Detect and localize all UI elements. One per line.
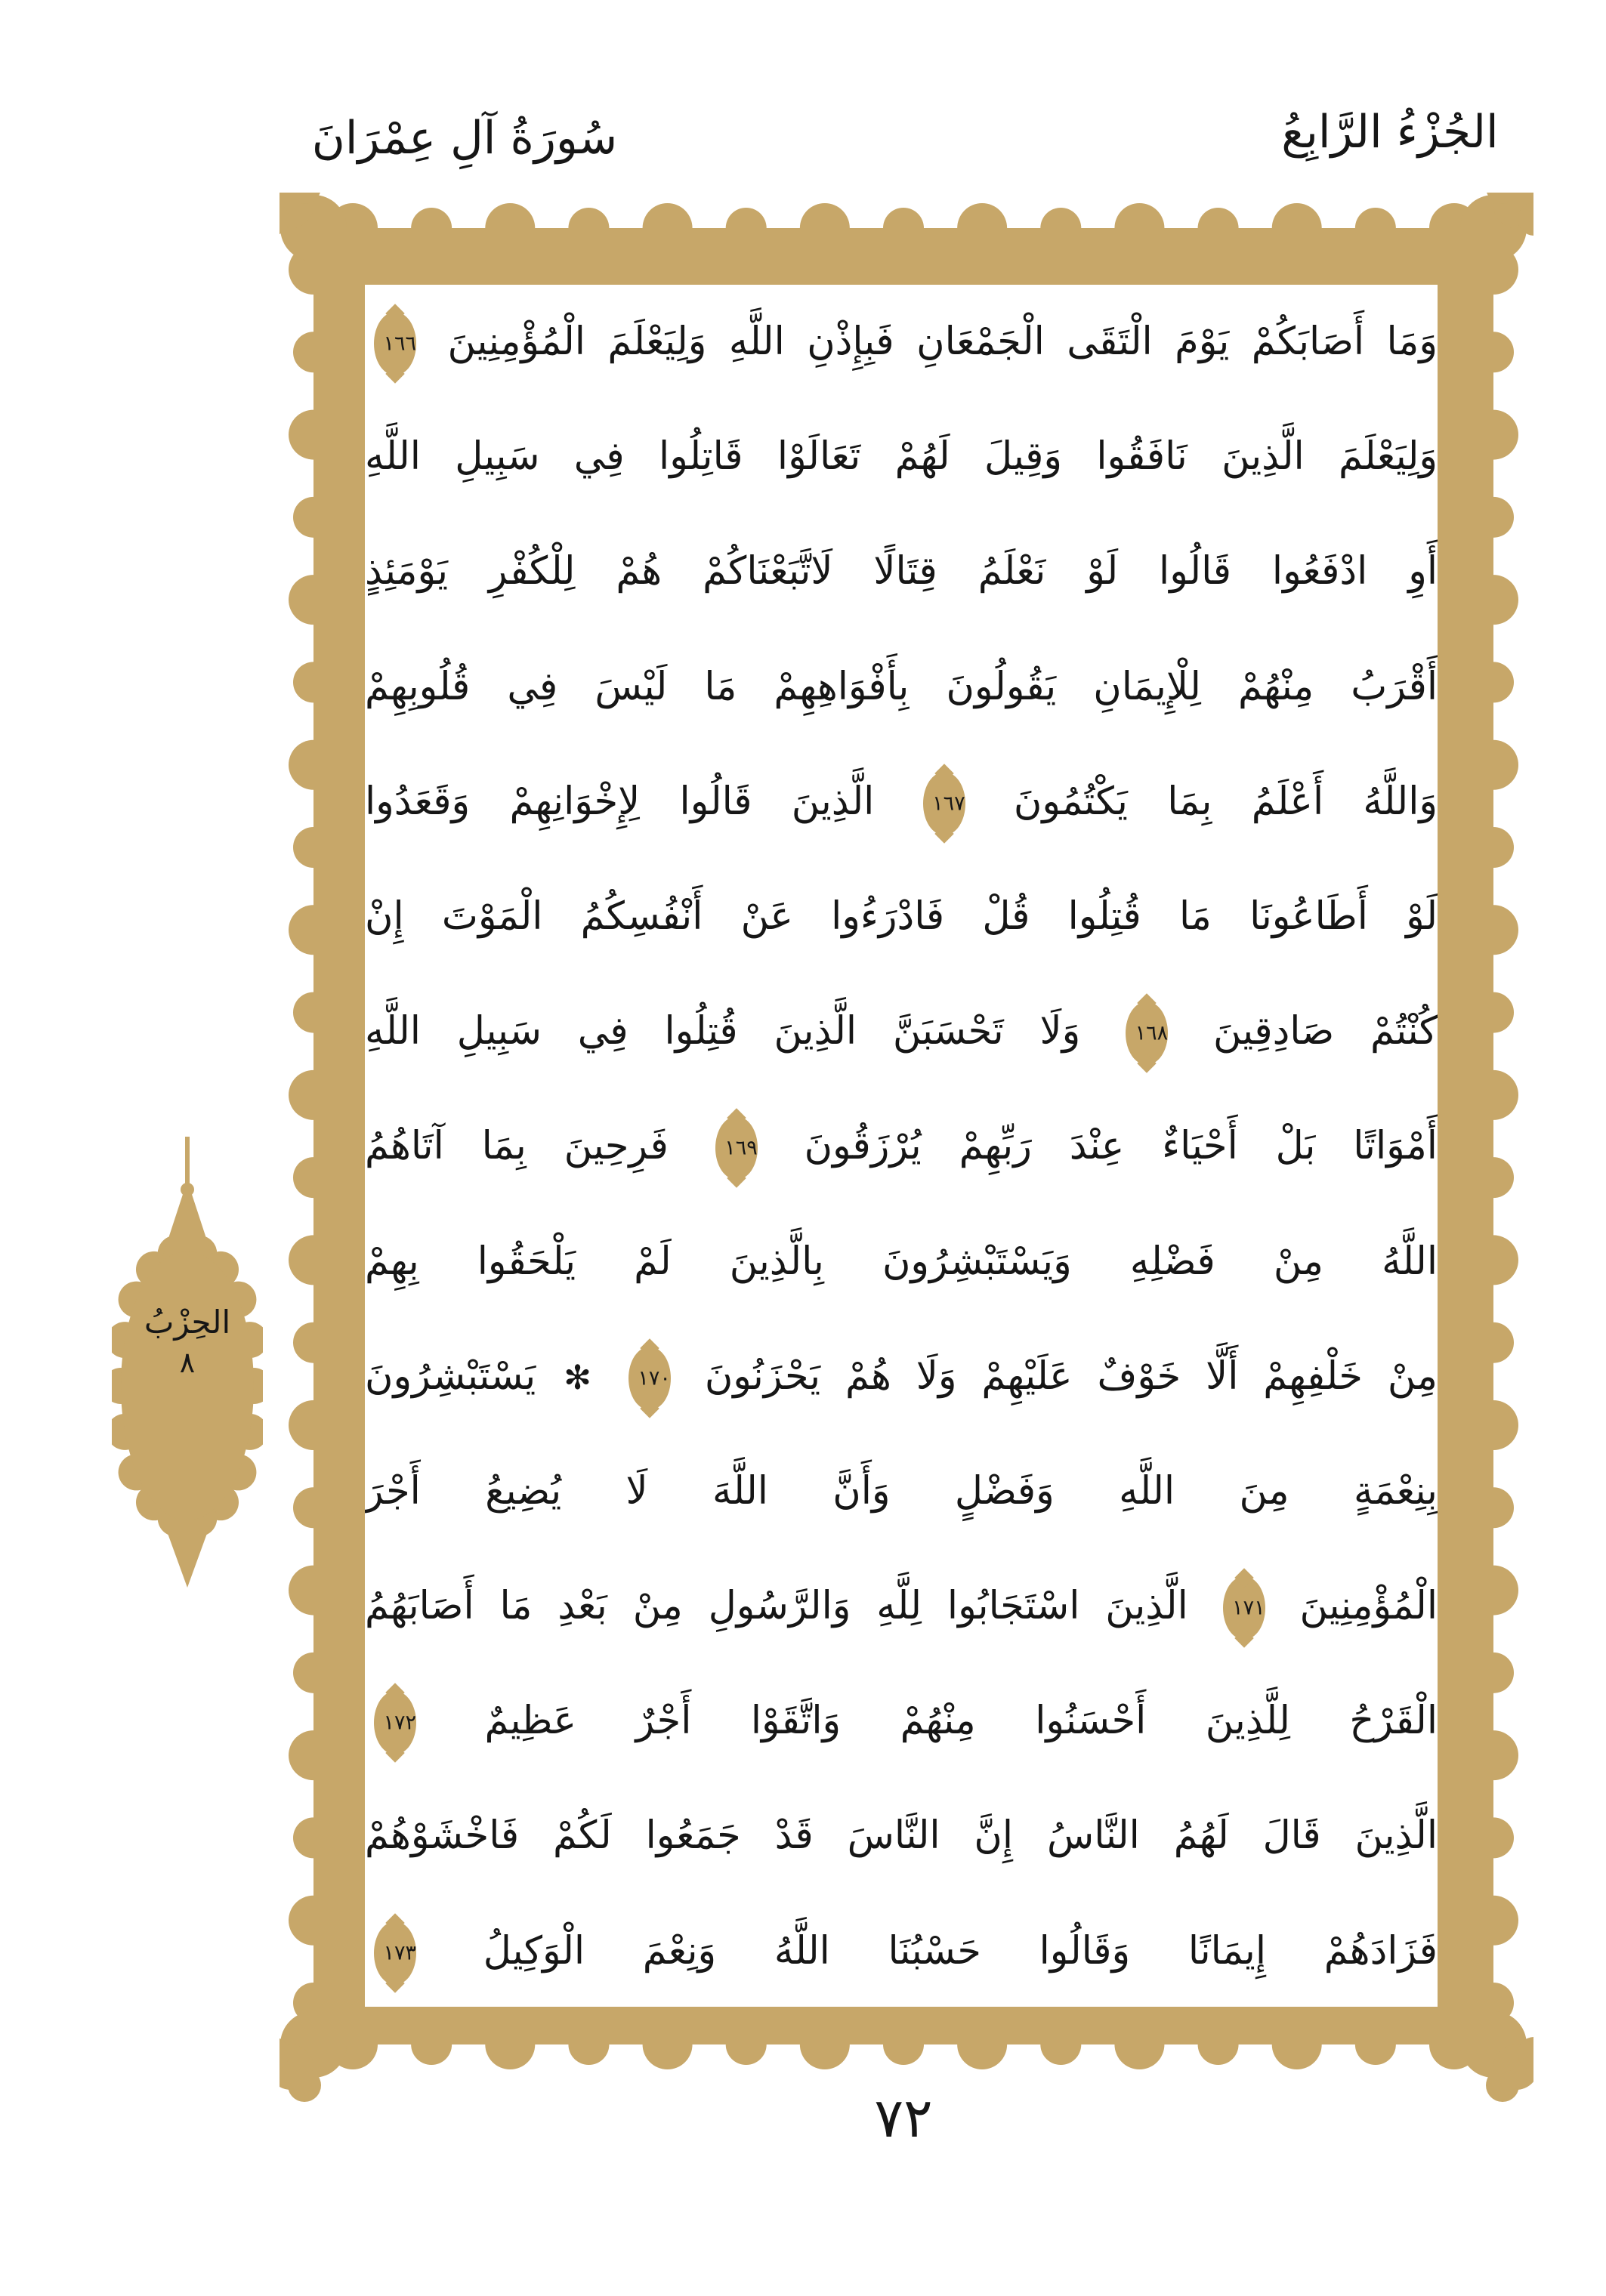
ayah-text: وَمَا أَصَابَكُمْ يَوْمَ الْتَقَى الْجَمْعَانِ فَبِإِذْنِ اللَّهِ وَلِيَعْلَمَ الْمُؤْمِنِينَ (447, 319, 1438, 364)
quran-line (365, 514, 1438, 629)
ayah-text: يَسْتَبْشِرُونَ (365, 1353, 536, 1399)
hizb-stem (185, 1137, 190, 1185)
rub-el-hizb-icon: ✻ (564, 1358, 591, 1397)
quran-line (365, 859, 1438, 974)
ayah-text: وَلَا تَحْسَبَنَّ الَّذِينَ قُتِلُوا فِي سَبِيلِ اللَّهِ (365, 1009, 1081, 1054)
quran-line (365, 1205, 1438, 1319)
juz-title: الجُزْءُ الرَّابِعُ (1281, 106, 1499, 159)
ayah-text: أَمْوَاتًا بَلْ أَحْيَاءٌ عِنْدَ رَبِّهِمْ يُرْزَقُونَ (804, 1124, 1438, 1169)
verse-number: ١٦٨ (1135, 1021, 1169, 1045)
ayah-text: أَقْرَبُ مِنْهُمْ لِلْإِيمَانِ يَقُولُونَ بِأَفْوَاهِهِمْ مَا لَيْسَ فِي قُلُوبِهِمْ (365, 664, 1438, 709)
quran-line (365, 1894, 1438, 2009)
quran-line (365, 1664, 1438, 1779)
ayah-text: الَّذِينَ قَالَ لَهُمُ النَّاسُ إِنَّ النَّاسَ قَدْ جَمَعُوا لَكُمْ فَاخْشَوْهُمْ (365, 1813, 1438, 1859)
ayah-text: وَاللَّهُ أَعْلَمُ بِمَا يَكْتُمُونَ (1013, 779, 1438, 824)
verse-number: ١٦٩ (724, 1136, 758, 1160)
ayah-text: اللَّهُ مِنْ فَضْلِهِ وَيَسْتَبْشِرُونَ بِالَّذِينَ لَمْ يَلْحَقُوا بِهِمْ (365, 1239, 1438, 1284)
verse-number: ١٧٣ (383, 1941, 416, 1965)
quran-line (365, 630, 1438, 745)
verse-number: ١٦٦ (383, 332, 416, 356)
ayah-text: الَّذِينَ قَالُوا لِإِخْوَانِهِمْ وَقَعَدُوا (365, 779, 875, 824)
quran-line (365, 745, 1438, 859)
quran-line (365, 1779, 1438, 1893)
verse-end-marker (374, 1921, 416, 1985)
ayah-text: لَوْ أَطَاعُونَا مَا قُتِلُوا قُلْ فَادْرَءُوا عَنْ أَنْفُسِكُمُ الْمَوْتَ إِنْ (365, 893, 1438, 939)
verse-end-marker (629, 1347, 671, 1410)
verse-number: ١٧٠ (638, 1366, 671, 1390)
surah-title: سُورَةُ آلِ عِمْرَانَ (311, 112, 618, 165)
quran-line (365, 1549, 1438, 1664)
hizb-number: ٨ (179, 1346, 196, 1380)
verse-end-marker (715, 1116, 758, 1180)
quran-text-block (365, 285, 1438, 2009)
ayah-text: فَزَادَهُمْ إِيمَانًا وَقَالُوا حَسْبُنَا اللَّهُ وَنِعْمَ الْوَكِيلُ (483, 1928, 1438, 1974)
quran-line (365, 1319, 1438, 1434)
verse-end-marker (374, 1691, 416, 1754)
ayah-text: فَرِحِينَ بِمَا آتَاهُمُ (365, 1124, 669, 1169)
quran-line (365, 1089, 1438, 1204)
ayah-text: مِنْ خَلْفِهِمْ أَلَّا خَوْفٌ عَلَيْهِمْ وَلَا هُمْ يَحْزَنُونَ (704, 1353, 1438, 1399)
verse-number: ١٦٧ (932, 792, 965, 816)
verse-number: ١٧١ (1232, 1596, 1265, 1620)
quran-line (365, 400, 1438, 514)
verse-end-marker (923, 772, 965, 835)
hizb-marker (112, 1305, 263, 1379)
hizb-label: الحِزْبُ (144, 1304, 231, 1341)
ayah-text: أَوِ ادْفَعُوا قَالُوا لَوْ نَعْلَمُ قِتَالًا لَاتَّبَعْنَاكُمْ هُمْ لِلْكُفْرِ يَوْمَئِذٍ (365, 549, 1438, 594)
ayah-text: بِنِعْمَةٍ مِنَ اللَّهِ وَفَضْلٍ وَأَنَّ اللَّهَ لَا يُضِيعُ أَجْرَ (365, 1468, 1438, 1514)
page-number: ٧٢ (874, 2086, 933, 2149)
verse-number: ١٧٢ (383, 1711, 416, 1735)
ayah-text: وَلِيَعْلَمَ الَّذِينَ نَافَقُوا وَقِيلَ لَهُمْ تَعَالَوْا قَاتِلُوا فِي سَبِيلِ اللَّهِ (365, 434, 1438, 480)
quran-line (365, 1434, 1438, 1549)
ayah-text: كُنْتُمْ صَادِقِينَ (1213, 1009, 1438, 1054)
verse-end-marker (374, 312, 416, 375)
ayah-text: الْقَرْحُ لِلَّذِينَ أَحْسَنُوا مِنْهُمْ وَاتَّقَوْا أَجْرٌ عَظِيمٌ (484, 1699, 1438, 1744)
verse-end-marker (1126, 1001, 1168, 1065)
verse-end-marker (1223, 1576, 1265, 1640)
quran-line (365, 285, 1438, 400)
ayah-text: الَّذِينَ اسْتَجَابُوا لِلَّهِ وَالرَّسُولِ مِنْ بَعْدِ مَا أَصَابَهُمُ (365, 1584, 1188, 1629)
quran-line (365, 974, 1438, 1089)
ayah-text: الْمُؤْمِنِينَ (1299, 1584, 1438, 1629)
